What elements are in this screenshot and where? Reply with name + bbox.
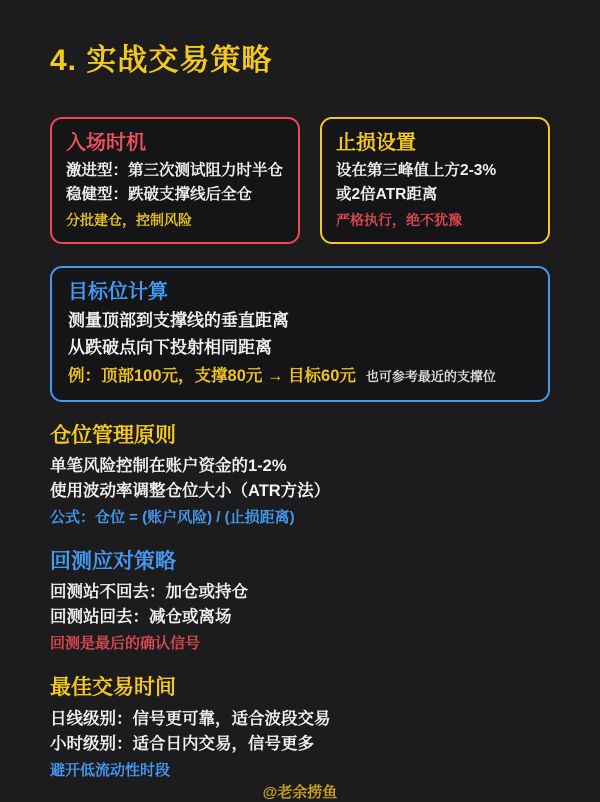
stop-card-line: 设在第三峰值上方2-3% [336,161,497,179]
page-title: 4. 实战交易策略 [50,44,273,77]
section-note: 避开低流动性时段 [50,761,171,779]
section-note: 回测是最后的确认信号 [50,635,201,653]
stop-card-line: 或2倍ATR距离 [336,186,438,204]
top-card-row [50,117,550,245]
section-note: 公式：仓位 = (账户风险) / (止损距离) [50,508,295,526]
section-title: 仓位管理原则 [50,423,176,447]
section-position-management [50,423,550,528]
entry-card-line: 激进型：第三次测试阻力时半仓 [66,161,284,179]
author-watermark: @老余捞鱼 [262,783,338,801]
target-calculation-card [50,266,550,401]
target-card-line: 测量顶部到支撑线的垂直距离 [68,311,289,331]
section-line: 小时级别：适合日内交易，信号更多 [50,734,314,753]
entry-card-title: 入场时机 [66,131,146,154]
section-best-trading-time [50,675,550,780]
target-card-title: 目标位计算 [68,281,168,304]
section-line: 单笔风险控制在账户资金的1-2% [50,456,287,475]
stop-card-note: 严格执行，绝不犹豫 [336,212,462,229]
section-title: 回测应对策略 [50,549,176,573]
target-example-hint: 也可参考最近的支撑位 [365,368,496,384]
target-example: 例：顶部100元，支撑80元 → 目标60元 [68,366,356,385]
entry-card-note: 分批建仓，控制风险 [66,212,192,229]
target-card-line: 从跌破点向下投射相同距离 [68,337,272,357]
section-retest-strategy [50,549,550,654]
entry-timing-card [50,117,300,245]
section-line: 回测站不回去：加仓或持仓 [50,583,248,602]
section-line: 回测站回去：减仓或离场 [50,608,232,627]
stop-card-title: 止损设置 [336,131,416,154]
section-line: 日线级别：信号更可靠，适合波段交易 [50,709,331,728]
entry-card-line: 稳健型：跌破支撑线后全仓 [66,186,253,204]
section-title: 最佳交易时间 [50,676,176,700]
stop-loss-card [320,117,550,245]
target-example-row [68,364,532,389]
section-line: 使用波动率调整仓位大小（ATR方法） [50,481,331,500]
